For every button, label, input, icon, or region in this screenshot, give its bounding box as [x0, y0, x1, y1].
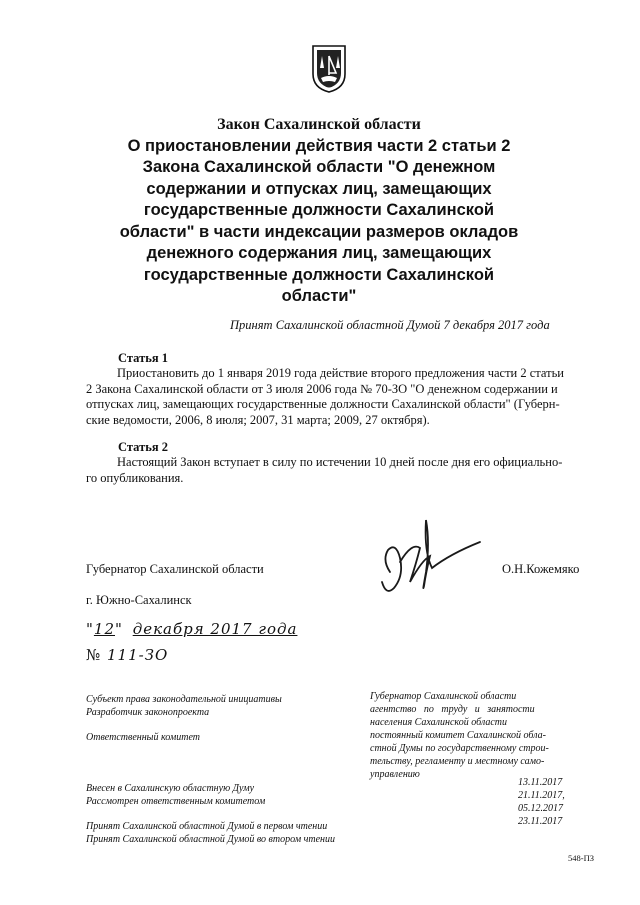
- footer-label: Принят Сахалинской областной Думой во втором чтении: [86, 834, 336, 845]
- footer-label: Ответственный комитет: [86, 732, 200, 743]
- footer-value: агентство по труду и занятости: [370, 704, 535, 715]
- paragraph-line: Настоящий Закон вступает в силу по истечении 10 дней после дня его официально-: [117, 455, 563, 469]
- law-number: [86, 646, 168, 664]
- coat-of-arms-emblem: [309, 44, 349, 94]
- article-2-title: Статья 2: [118, 440, 168, 454]
- governor-name: О.Н.Кожемяко: [502, 562, 580, 576]
- footer-value: населения Сахалинской области: [370, 717, 508, 728]
- title-line: государственные должности Сахалинской: [143, 265, 495, 284]
- footer-label: Разработчик законопроекта: [86, 707, 210, 718]
- paragraph-line: Приостановить до 1 января 2019 года действие второго предложения части 2 статьи: [117, 366, 564, 380]
- paragraph-line: 2 Закона Сахалинской области от 3 июля 2006 года № 70-ЗО "О денежном содержании и: [86, 381, 558, 396]
- title-line: Закона Сахалинской области "О денежном: [142, 158, 496, 176]
- footer-label: Рассмотрен ответственным комитетом: [86, 796, 266, 807]
- footer-value: тельству, регламенту и местному само-: [370, 756, 545, 767]
- handwritten-signature: [360, 512, 490, 602]
- place-of-signing: г. Южно-Сахалинск: [86, 593, 192, 607]
- paragraph-line: отпусках лиц, замещающих государственные должности Сахалинской области" (Губерн-: [86, 397, 560, 412]
- adoption-note: Принят Сахалинской областной Думой 7 декабря 2017 года: [230, 318, 550, 332]
- footer-date: 21.11.2017,: [518, 790, 565, 801]
- law-heading: Закон Сахалинской области: [217, 116, 421, 133]
- footer-value: постоянный комитет Сахалинской обла-: [370, 730, 546, 741]
- date-day: 12: [93, 620, 115, 638]
- paragraph-line: го опубликования.: [86, 470, 184, 485]
- date-month-year: декабря 2017 года: [132, 620, 298, 638]
- signing-date: "12" декабря 2017 года: [86, 620, 298, 638]
- document-title: [80, 114, 558, 308]
- title-line: государственные должности Сахалинской: [143, 201, 495, 219]
- footer-date: 13.11.2017: [518, 777, 563, 788]
- footer-label: Внесен в Сахалинскую областную Думу: [86, 783, 255, 794]
- footer-date: 05.12.2017: [518, 803, 563, 814]
- title-line: денежного содержания лиц, замещающих: [146, 244, 492, 262]
- governor-position: Губернатор Сахалинской области: [86, 562, 264, 576]
- registration-stamp: 548-ПЗ: [568, 853, 594, 863]
- footer-label: Субъект права законодательной инициативы: [86, 694, 282, 705]
- footer-value: стной Думы по государственному строи-: [370, 743, 549, 754]
- article-1-title: Статья 1: [118, 351, 168, 365]
- footer-label: Принят Сахалинской областной Думой в первом чтении: [86, 821, 328, 832]
- title-line: О приостановлении действия части 2 статьи 2: [127, 136, 511, 155]
- footer-date: 23.11.2017: [518, 816, 563, 827]
- paragraph-line: ские ведомости, 2006, 8 июля; 2007, 31 марта; 2009, 27 октября).: [86, 412, 430, 427]
- number-value: 111-ЗО: [106, 646, 169, 664]
- number-prefix: №: [86, 646, 102, 664]
- title-line: области" в части индексации размеров окладов: [119, 222, 519, 241]
- article-1-text: [86, 366, 594, 428]
- article-2-text: [86, 455, 594, 486]
- title-line: содержании и отпусках лиц, замещающих: [146, 179, 492, 198]
- footer-value: управлению: [370, 769, 420, 780]
- footer-value: Губернатор Сахалинской области: [370, 691, 517, 702]
- title-line: области": [281, 287, 357, 305]
